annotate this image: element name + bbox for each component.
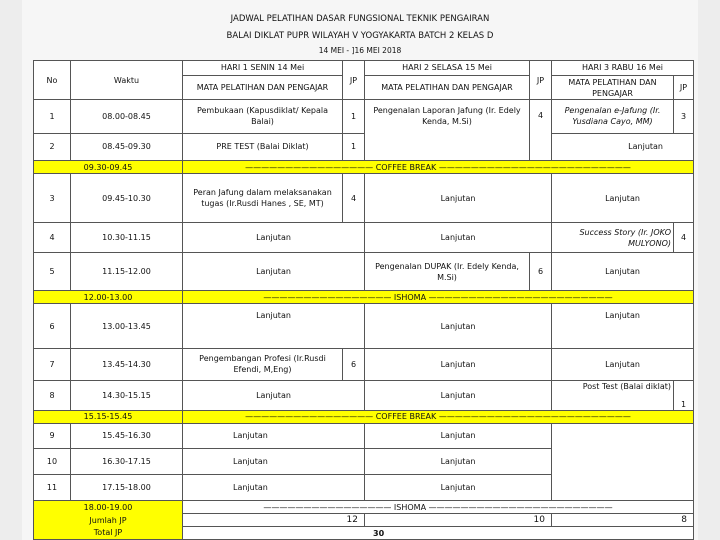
session-day2: Pengenalan Laporan Jafung (Ir. Edely Kenda, M.Si): [365, 100, 530, 161]
jp-day3: 1: [674, 380, 694, 410]
jumlah-jp-day2: 10: [365, 514, 552, 527]
row-waktu: 13.00-13.45: [71, 304, 183, 349]
session-day3: Lanjutan: [552, 252, 694, 290]
header-jp1: JP: [343, 61, 365, 100]
header-jp2: JP: [530, 61, 552, 100]
decorative-corner: [698, 0, 720, 540]
session-day1: Lanjutan: [183, 252, 365, 290]
session-day3: Post Test (Balai diklat): [552, 380, 674, 410]
jp-day1: 6: [343, 348, 365, 380]
session-day2: Lanjutan: [365, 449, 552, 475]
row-waktu: 13.45-14.30: [71, 348, 183, 380]
break-row: [34, 291, 694, 304]
row-no: 8: [34, 380, 71, 410]
row-no: 11: [34, 474, 71, 501]
row-no: 6: [34, 304, 71, 349]
jp-day2: 4: [530, 100, 552, 161]
session-day1: Lanjutan: [183, 380, 365, 410]
jp-day3: 4: [674, 223, 694, 253]
row-no: 9: [34, 423, 71, 449]
session-day1: Lanjutan: [183, 304, 365, 349]
schedule-table: [33, 60, 694, 540]
jp-day2: 6: [530, 252, 552, 290]
jumlah-row: [34, 514, 694, 527]
session-day2: Lanjutan: [365, 223, 552, 253]
session-day1: Lanjutan: [183, 449, 365, 475]
row-no: 7: [34, 348, 71, 380]
row-waktu: 15.45-16.30: [71, 423, 183, 449]
break-label: ———————————————— COFFEE BREAK ————————————————————————: [183, 410, 694, 423]
break-row: [34, 161, 694, 174]
header-day3: HARI 3 RABU 16 Mei: [552, 61, 694, 76]
header-row-days: [34, 61, 694, 76]
row-no: 3: [34, 174, 71, 223]
session-day3: Lanjutan: [552, 304, 694, 349]
session-day2: Lanjutan: [365, 423, 552, 449]
session-day2: Lanjutan: [365, 348, 552, 380]
table-row: [34, 304, 694, 349]
header-mata1: MATA PELATIHAN DAN PENGAJAR: [183, 75, 343, 100]
session-day1: Lanjutan: [183, 474, 365, 501]
jp-day1: 1: [343, 133, 365, 161]
session-day3: Success Story (Ir. JOKO MULYONO): [552, 223, 674, 253]
table-row: [34, 474, 694, 501]
empty-cell: [552, 474, 694, 501]
break-label: ———————————————— COFFEE BREAK ————————————————————————: [183, 161, 694, 174]
session-day1: Lanjutan: [183, 223, 365, 253]
empty-cell: [552, 423, 694, 449]
break-time: 18.00-19.00: [34, 501, 183, 514]
header-waktu: Waktu: [71, 61, 183, 100]
table-row: [34, 348, 694, 380]
session-day3: Lanjutan: [552, 133, 694, 161]
session-day3: Lanjutan: [552, 174, 694, 223]
row-waktu: 09.45-10.30: [71, 174, 183, 223]
table-row: [34, 423, 694, 449]
break-row: [34, 501, 694, 514]
jp-day1: 1: [343, 100, 365, 133]
session-day2: Lanjutan: [365, 304, 552, 349]
jumlah-jp-day3: 8: [552, 514, 694, 527]
session-day1: Lanjutan: [183, 423, 365, 449]
row-waktu: 17.15-18.00: [71, 474, 183, 501]
header-mata2: MATA PELATIHAN DAN PENGAJAR: [365, 75, 530, 100]
jumlah-label: Jumlah JP: [34, 514, 183, 527]
total-row: [34, 527, 694, 540]
table-row: [34, 223, 694, 253]
jp-day1: 4: [343, 174, 365, 223]
break-time: 09.30-09.45: [34, 161, 183, 174]
table-row: [34, 252, 694, 290]
table-row: [34, 133, 694, 161]
break-time: 12.00-13.00: [34, 291, 183, 304]
total-jp: 30: [183, 527, 694, 540]
page-subtitle: BALAI DIKLAT PUPR WILAYAH V YOGYAKARTA BATCH 2 KELAS D: [226, 31, 494, 41]
header-jp3: JP: [674, 75, 694, 100]
header-day2: HARI 2 SELASA 15 Mei: [365, 61, 530, 76]
session-day2: Lanjutan: [365, 474, 552, 501]
total-label: Total JP: [34, 527, 183, 540]
header-mata3: MATA PELATIHAN DAN PENGAJAR: [552, 75, 674, 100]
session-day2: Lanjutan: [365, 174, 552, 223]
row-no: 5: [34, 252, 71, 290]
decorative-corner: [0, 0, 22, 540]
row-waktu: 14.30-15.15: [71, 380, 183, 410]
row-no: 2: [34, 133, 71, 161]
row-waktu: 16.30-17.15: [71, 449, 183, 475]
session-day2: Pengenalan DUPAK (Ir. Edely Kenda, M.Si): [365, 252, 530, 290]
row-waktu: 08.00-08.45: [71, 100, 183, 133]
row-no: 1: [34, 100, 71, 133]
session-day2: Lanjutan: [365, 380, 552, 410]
row-waktu: 08.45-09.30: [71, 133, 183, 161]
session-day3: Pengenalan e-Jafung (Ir. Yusdiana Cayo, MM): [552, 100, 674, 133]
table-row: [34, 174, 694, 223]
session-day3: Lanjutan: [552, 348, 694, 380]
page-title: JADWAL PELATIHAN DASAR FUNGSIONAL TEKNIK PENGAIRAN: [230, 14, 490, 24]
session-day1: Pengembangan Profesi (Ir.Rusdi Efendi, M,Eng): [183, 348, 343, 380]
table-row: [34, 449, 694, 475]
table-row: [34, 100, 694, 133]
empty-cell: [552, 449, 694, 475]
header-no: No: [34, 61, 71, 100]
table-row: [34, 380, 694, 410]
session-day1: PRE TEST (Balai Diklat): [183, 133, 343, 161]
break-label: ———————————————— ISHOMA ———————————————————————: [183, 291, 694, 304]
break-time: 15.15-15.45: [34, 410, 183, 423]
jumlah-jp-day1: 12: [183, 514, 365, 527]
row-waktu: 11.15-12.00: [71, 252, 183, 290]
header-day1: HARI 1 SENIN 14 Mei: [183, 61, 343, 76]
break-label: ———————————————— ISHOMA ———————————————————————: [183, 501, 694, 514]
break-row: [34, 410, 694, 423]
row-waktu: 10.30-11.15: [71, 223, 183, 253]
page-date-range: 14 MEI - ]16 MEI 2018: [318, 46, 402, 55]
jp-day3: 3: [674, 100, 694, 133]
session-day1: Pembukaan (Kapusdiklat/ Kepala Balai): [183, 100, 343, 133]
session-day1: Peran Jafung dalam melaksanakan tugas (Ir.Rusdi Hanes , SE, MT): [183, 174, 343, 223]
row-no: 10: [34, 449, 71, 475]
row-no: 4: [34, 223, 71, 253]
